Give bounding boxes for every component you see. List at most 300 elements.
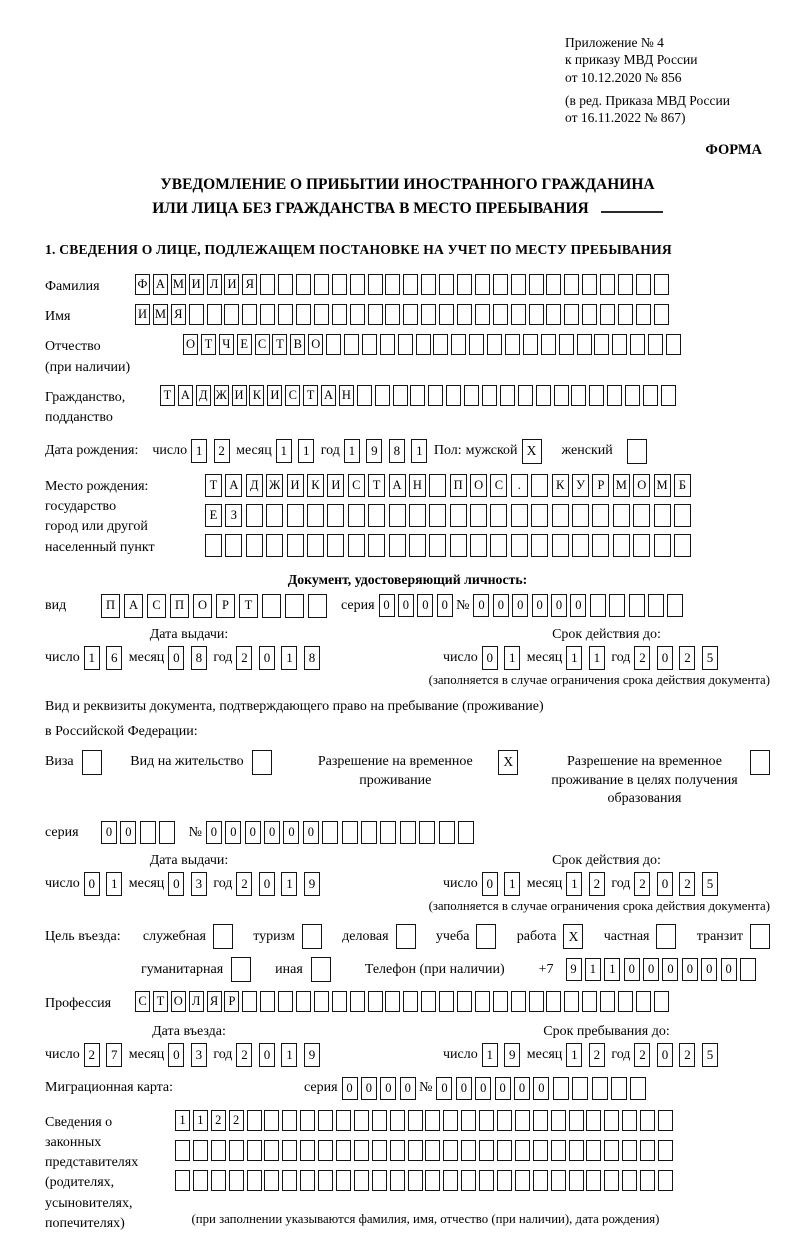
form-cell[interactable]: В <box>290 334 305 355</box>
form-cell[interactable] <box>577 334 592 355</box>
form-cell[interactable] <box>327 504 344 527</box>
form-cell[interactable] <box>546 274 561 295</box>
form-cell[interactable]: 1 <box>191 439 207 463</box>
form-cell[interactable]: А <box>389 474 406 497</box>
form-cell[interactable] <box>389 504 406 527</box>
form-cell[interactable]: И <box>189 274 204 295</box>
form-cell[interactable] <box>572 1077 588 1100</box>
form-cell[interactable] <box>490 534 507 557</box>
form-cell[interactable] <box>630 334 645 355</box>
form-cell[interactable]: 2 <box>589 872 605 896</box>
form-cell[interactable] <box>475 304 490 325</box>
form-cell[interactable]: 1 <box>106 872 122 896</box>
form-cell[interactable] <box>546 991 561 1012</box>
form-cell[interactable] <box>461 1110 476 1131</box>
form-cell[interactable]: 1 <box>504 646 520 670</box>
form-cell[interactable] <box>518 385 533 406</box>
form-cell[interactable]: 0 <box>245 821 261 844</box>
form-cell[interactable]: 0 <box>475 1077 491 1100</box>
form-cell[interactable] <box>368 534 385 557</box>
form-cell[interactable]: 2 <box>229 1110 244 1131</box>
form-cell[interactable] <box>482 385 497 406</box>
form-cell[interactable] <box>505 334 520 355</box>
form-cell[interactable] <box>429 534 446 557</box>
form-cell[interactable] <box>389 534 406 557</box>
form-cell[interactable] <box>336 1170 351 1191</box>
form-cell[interactable]: 1 <box>276 439 292 463</box>
form-cell[interactable]: 0 <box>437 594 453 617</box>
form-cell[interactable]: 0 <box>436 1077 452 1100</box>
form-cell[interactable] <box>475 274 490 295</box>
form-cell[interactable]: 1 <box>566 646 582 670</box>
form-cell[interactable] <box>500 385 515 406</box>
form-cell[interactable]: 1 <box>482 1043 498 1067</box>
form-cell[interactable] <box>400 821 416 844</box>
form-cell[interactable] <box>487 334 502 355</box>
form-cell[interactable]: О <box>633 474 650 497</box>
form-cell[interactable] <box>247 1170 262 1191</box>
form-cell[interactable] <box>511 304 526 325</box>
form-cell[interactable]: 0 <box>514 1077 530 1100</box>
form-cell[interactable]: И <box>224 274 239 295</box>
form-cell[interactable] <box>618 991 633 1012</box>
form-cell[interactable]: 2 <box>589 1043 605 1067</box>
form-cell[interactable] <box>594 334 609 355</box>
form-cell[interactable]: 0 <box>682 958 698 981</box>
form-cell[interactable] <box>618 304 633 325</box>
form-cell[interactable]: И <box>327 474 344 497</box>
form-cell[interactable]: 1 <box>344 439 360 463</box>
form-cell[interactable]: 9 <box>304 872 320 896</box>
form-cell[interactable] <box>403 991 418 1012</box>
form-cell[interactable] <box>287 504 304 527</box>
form-cell[interactable]: Р <box>224 991 239 1012</box>
form-cell[interactable] <box>613 504 630 527</box>
purpose-private-checkbox[interactable] <box>656 924 676 949</box>
form-cell[interactable] <box>592 1077 608 1100</box>
form-cell[interactable]: 8 <box>191 646 207 670</box>
form-cell[interactable] <box>630 1077 646 1100</box>
form-cell[interactable] <box>551 1170 566 1191</box>
form-cell[interactable]: С <box>147 594 166 618</box>
form-cell[interactable]: 0 <box>657 1043 673 1067</box>
purpose-humanitarian-checkbox[interactable] <box>231 957 251 982</box>
form-cell[interactable]: К <box>307 474 324 497</box>
form-cell[interactable] <box>582 274 597 295</box>
form-cell[interactable] <box>175 1140 190 1161</box>
form-cell[interactable] <box>229 1140 244 1161</box>
form-cell[interactable]: О <box>193 594 212 618</box>
form-cell[interactable]: 0 <box>400 1077 416 1100</box>
form-cell[interactable]: 0 <box>303 821 319 844</box>
form-cell[interactable] <box>479 1140 494 1161</box>
form-cell[interactable]: 0 <box>533 1077 549 1100</box>
form-cell[interactable] <box>362 334 377 355</box>
form-cell[interactable] <box>372 1140 387 1161</box>
form-cell[interactable] <box>314 304 329 325</box>
form-cell[interactable] <box>300 1110 315 1131</box>
form-cell[interactable] <box>604 1140 619 1161</box>
form-cell[interactable] <box>390 1140 405 1161</box>
form-cell[interactable]: А <box>225 474 242 497</box>
form-cell[interactable] <box>242 304 257 325</box>
form-cell[interactable]: М <box>613 474 630 497</box>
form-cell[interactable] <box>443 1110 458 1131</box>
form-cell[interactable] <box>300 1140 315 1161</box>
form-cell[interactable] <box>421 274 436 295</box>
form-cell[interactable]: 9 <box>366 439 382 463</box>
form-cell[interactable]: 0 <box>380 1077 396 1100</box>
form-cell[interactable]: У <box>572 474 589 497</box>
form-cell[interactable]: 0 <box>662 958 678 981</box>
form-cell[interactable] <box>600 991 615 1012</box>
form-cell[interactable] <box>439 991 454 1012</box>
form-cell[interactable] <box>354 1140 369 1161</box>
form-cell[interactable] <box>211 1170 226 1191</box>
purpose-official-checkbox[interactable] <box>213 924 233 949</box>
form-cell[interactable] <box>572 504 589 527</box>
form-cell[interactable] <box>648 334 663 355</box>
form-cell[interactable] <box>464 385 479 406</box>
gender-male-checkbox[interactable]: X <box>522 439 542 464</box>
form-cell[interactable]: 2 <box>236 1043 252 1067</box>
form-cell[interactable]: 5 <box>702 872 718 896</box>
form-cell[interactable] <box>246 504 263 527</box>
form-cell[interactable]: 0 <box>283 821 299 844</box>
form-cell[interactable] <box>296 274 311 295</box>
purpose-tourism-checkbox[interactable] <box>302 924 322 949</box>
form-cell[interactable] <box>604 1110 619 1131</box>
form-cell[interactable] <box>618 274 633 295</box>
form-cell[interactable] <box>409 534 426 557</box>
form-cell[interactable]: 0 <box>473 594 489 617</box>
form-cell[interactable] <box>421 991 436 1012</box>
form-cell[interactable] <box>564 304 579 325</box>
form-cell[interactable] <box>674 534 691 557</box>
form-cell[interactable] <box>278 304 293 325</box>
form-cell[interactable] <box>175 1170 190 1191</box>
form-cell[interactable]: Л <box>189 991 204 1012</box>
form-cell[interactable]: 1 <box>84 646 100 670</box>
form-cell[interactable] <box>282 1110 297 1131</box>
form-cell[interactable] <box>425 1140 440 1161</box>
form-cell[interactable] <box>368 274 383 295</box>
form-cell[interactable] <box>629 594 645 617</box>
form-cell[interactable] <box>529 274 544 295</box>
form-cell[interactable] <box>564 991 579 1012</box>
form-cell[interactable] <box>242 991 257 1012</box>
form-cell[interactable]: Р <box>592 474 609 497</box>
form-cell[interactable] <box>654 274 669 295</box>
form-cell[interactable] <box>667 594 683 617</box>
form-cell[interactable]: 8 <box>304 646 320 670</box>
form-cell[interactable] <box>633 504 650 527</box>
form-cell[interactable] <box>264 1110 279 1131</box>
form-cell[interactable] <box>189 304 204 325</box>
form-cell[interactable] <box>515 1140 530 1161</box>
form-cell[interactable] <box>640 1140 655 1161</box>
purpose-work-checkbox[interactable]: X <box>563 924 583 949</box>
form-cell[interactable] <box>654 534 671 557</box>
form-cell[interactable] <box>314 991 329 1012</box>
form-cell[interactable] <box>419 821 435 844</box>
form-cell[interactable]: 0 <box>379 594 395 617</box>
form-cell[interactable] <box>372 1170 387 1191</box>
form-cell[interactable] <box>282 1170 297 1191</box>
form-cell[interactable]: 0 <box>532 594 548 617</box>
form-cell[interactable] <box>658 1140 673 1161</box>
form-cell[interactable]: Е <box>237 334 252 355</box>
form-cell[interactable]: 0 <box>657 646 673 670</box>
form-cell[interactable]: Б <box>674 474 691 497</box>
form-cell[interactable]: 0 <box>551 594 567 617</box>
purpose-business-checkbox[interactable] <box>396 924 416 949</box>
form-cell[interactable]: С <box>285 385 300 406</box>
form-cell[interactable]: П <box>170 594 189 618</box>
form-cell[interactable] <box>408 1170 423 1191</box>
form-cell[interactable] <box>410 385 425 406</box>
form-cell[interactable] <box>461 1140 476 1161</box>
form-cell[interactable]: 0 <box>342 1077 358 1100</box>
form-cell[interactable]: Я <box>171 304 186 325</box>
form-cell[interactable] <box>569 1140 584 1161</box>
form-cell[interactable]: 0 <box>657 872 673 896</box>
form-cell[interactable] <box>375 385 390 406</box>
form-cell[interactable] <box>287 534 304 557</box>
form-cell[interactable] <box>193 1170 208 1191</box>
form-cell[interactable] <box>451 334 466 355</box>
form-cell[interactable] <box>457 274 472 295</box>
form-cell[interactable] <box>229 1170 244 1191</box>
form-cell[interactable]: 2 <box>634 1043 650 1067</box>
form-cell[interactable] <box>368 504 385 527</box>
form-cell[interactable]: 0 <box>482 646 498 670</box>
form-cell[interactable] <box>461 1170 476 1191</box>
form-cell[interactable] <box>541 334 556 355</box>
form-cell[interactable] <box>439 821 455 844</box>
form-cell[interactable] <box>278 274 293 295</box>
form-cell[interactable] <box>390 1170 405 1191</box>
form-cell[interactable] <box>368 991 383 1012</box>
form-cell[interactable]: 0 <box>417 594 433 617</box>
form-cell[interactable] <box>531 474 548 497</box>
form-cell[interactable] <box>322 821 338 844</box>
form-cell[interactable]: Ж <box>266 474 283 497</box>
form-cell[interactable] <box>586 1140 601 1161</box>
form-cell[interactable]: 0 <box>721 958 737 981</box>
form-cell[interactable] <box>511 534 528 557</box>
form-cell[interactable]: 8 <box>389 439 405 463</box>
form-cell[interactable] <box>332 304 347 325</box>
form-cell[interactable] <box>314 274 329 295</box>
form-cell[interactable] <box>612 334 627 355</box>
form-cell[interactable] <box>529 304 544 325</box>
form-cell[interactable]: 0 <box>168 1043 184 1067</box>
form-cell[interactable]: О <box>183 334 198 355</box>
form-cell[interactable] <box>439 274 454 295</box>
form-cell[interactable] <box>648 594 664 617</box>
form-cell[interactable] <box>658 1170 673 1191</box>
form-cell[interactable] <box>326 334 341 355</box>
form-cell[interactable] <box>674 504 691 527</box>
form-cell[interactable]: 2 <box>84 1043 100 1067</box>
form-cell[interactable] <box>361 821 377 844</box>
form-cell[interactable]: 3 <box>191 1043 207 1067</box>
form-cell[interactable]: 1 <box>504 872 520 896</box>
form-cell[interactable]: 1 <box>585 958 601 981</box>
form-cell[interactable] <box>354 1110 369 1131</box>
form-cell[interactable]: 0 <box>168 646 184 670</box>
form-cell[interactable] <box>600 274 615 295</box>
form-cell[interactable]: 0 <box>259 1043 275 1067</box>
form-cell[interactable]: 5 <box>702 646 718 670</box>
form-cell[interactable] <box>533 1110 548 1131</box>
form-cell[interactable] <box>443 1170 458 1191</box>
form-cell[interactable]: 0 <box>701 958 717 981</box>
form-cell[interactable] <box>533 1140 548 1161</box>
form-cell[interactable] <box>350 991 365 1012</box>
form-cell[interactable] <box>429 474 446 497</box>
form-cell[interactable] <box>344 334 359 355</box>
form-cell[interactable] <box>300 1170 315 1191</box>
form-cell[interactable] <box>264 1140 279 1161</box>
form-cell[interactable]: 6 <box>106 646 122 670</box>
form-cell[interactable]: 0 <box>456 1077 472 1100</box>
form-cell[interactable] <box>262 594 281 618</box>
form-cell[interactable]: 7 <box>106 1043 122 1067</box>
form-cell[interactable] <box>278 991 293 1012</box>
form-cell[interactable]: 0 <box>84 872 100 896</box>
form-cell[interactable] <box>622 1110 637 1131</box>
form-cell[interactable] <box>390 1110 405 1131</box>
form-cell[interactable]: С <box>490 474 507 497</box>
form-cell[interactable] <box>247 1140 262 1161</box>
form-cell[interactable] <box>307 534 324 557</box>
form-cell[interactable]: Д <box>196 385 211 406</box>
form-cell[interactable]: 0 <box>482 872 498 896</box>
form-cell[interactable] <box>546 304 561 325</box>
form-cell[interactable] <box>457 991 472 1012</box>
form-cell[interactable]: Т <box>205 474 222 497</box>
form-cell[interactable]: 2 <box>211 1110 226 1131</box>
form-cell[interactable]: И <box>287 474 304 497</box>
form-cell[interactable] <box>450 534 467 557</box>
form-cell[interactable]: 9 <box>566 958 582 981</box>
form-cell[interactable]: 0 <box>493 594 509 617</box>
form-cell[interactable] <box>600 304 615 325</box>
form-cell[interactable]: . <box>511 474 528 497</box>
form-cell[interactable] <box>586 1110 601 1131</box>
form-cell[interactable] <box>552 504 569 527</box>
form-cell[interactable] <box>350 274 365 295</box>
form-cell[interactable] <box>490 504 507 527</box>
form-cell[interactable] <box>553 1077 569 1100</box>
form-cell[interactable]: 1 <box>589 646 605 670</box>
form-cell[interactable]: 9 <box>304 1043 320 1067</box>
form-cell[interactable] <box>372 1110 387 1131</box>
form-cell[interactable]: 0 <box>643 958 659 981</box>
form-cell[interactable] <box>327 534 344 557</box>
form-cell[interactable]: 2 <box>236 872 252 896</box>
form-cell[interactable] <box>403 274 418 295</box>
form-cell[interactable]: 9 <box>504 1043 520 1067</box>
form-cell[interactable] <box>536 385 551 406</box>
form-cell[interactable] <box>511 504 528 527</box>
form-cell[interactable]: С <box>255 334 270 355</box>
form-cell[interactable] <box>285 594 304 618</box>
form-cell[interactable]: Т <box>303 385 318 406</box>
gender-female-checkbox[interactable] <box>627 439 647 464</box>
form-cell[interactable]: О <box>470 474 487 497</box>
form-cell[interactable] <box>348 504 365 527</box>
form-cell[interactable]: Ф <box>135 274 150 295</box>
form-cell[interactable]: 1 <box>281 1043 297 1067</box>
visa-checkbox[interactable] <box>82 750 102 775</box>
form-cell[interactable] <box>554 385 569 406</box>
form-cell[interactable]: А <box>178 385 193 406</box>
form-cell[interactable] <box>408 1140 423 1161</box>
form-cell[interactable] <box>282 1140 297 1161</box>
form-cell[interactable] <box>582 991 597 1012</box>
form-cell[interactable] <box>571 385 586 406</box>
form-cell[interactable] <box>515 1110 530 1131</box>
form-cell[interactable] <box>429 504 446 527</box>
form-cell[interactable] <box>515 1170 530 1191</box>
form-cell[interactable]: О <box>308 334 323 355</box>
form-cell[interactable] <box>296 304 311 325</box>
form-cell[interactable] <box>470 504 487 527</box>
form-cell[interactable]: 1 <box>281 872 297 896</box>
form-cell[interactable] <box>458 821 474 844</box>
form-cell[interactable] <box>318 1170 333 1191</box>
form-cell[interactable] <box>354 1170 369 1191</box>
form-cell[interactable]: 0 <box>264 821 280 844</box>
form-cell[interactable] <box>611 1077 627 1100</box>
form-cell[interactable] <box>336 1140 351 1161</box>
form-cell[interactable]: 2 <box>679 1043 695 1067</box>
form-cell[interactable] <box>592 534 609 557</box>
form-cell[interactable] <box>552 534 569 557</box>
form-cell[interactable]: Т <box>368 474 385 497</box>
form-cell[interactable]: 2 <box>214 439 230 463</box>
form-cell[interactable] <box>443 1140 458 1161</box>
form-cell[interactable] <box>264 1170 279 1191</box>
form-cell[interactable]: 3 <box>191 872 207 896</box>
form-cell[interactable] <box>493 991 508 1012</box>
form-cell[interactable] <box>307 504 324 527</box>
form-cell[interactable] <box>433 334 448 355</box>
form-cell[interactable] <box>582 304 597 325</box>
form-cell[interactable] <box>523 334 538 355</box>
form-cell[interactable] <box>511 991 526 1012</box>
form-cell[interactable] <box>479 1170 494 1191</box>
form-cell[interactable] <box>332 274 347 295</box>
form-cell[interactable]: Н <box>409 474 426 497</box>
form-cell[interactable] <box>393 385 408 406</box>
form-cell[interactable] <box>609 594 625 617</box>
form-cell[interactable] <box>207 304 222 325</box>
form-cell[interactable] <box>607 385 622 406</box>
form-cell[interactable] <box>446 385 461 406</box>
form-cell[interactable]: З <box>225 504 242 527</box>
form-cell[interactable] <box>654 504 671 527</box>
form-cell[interactable]: С <box>135 991 150 1012</box>
form-cell[interactable] <box>658 1110 673 1131</box>
form-cell[interactable] <box>622 1140 637 1161</box>
form-cell[interactable]: 0 <box>101 821 117 844</box>
form-cell[interactable]: 0 <box>512 594 528 617</box>
form-cell[interactable] <box>266 504 283 527</box>
